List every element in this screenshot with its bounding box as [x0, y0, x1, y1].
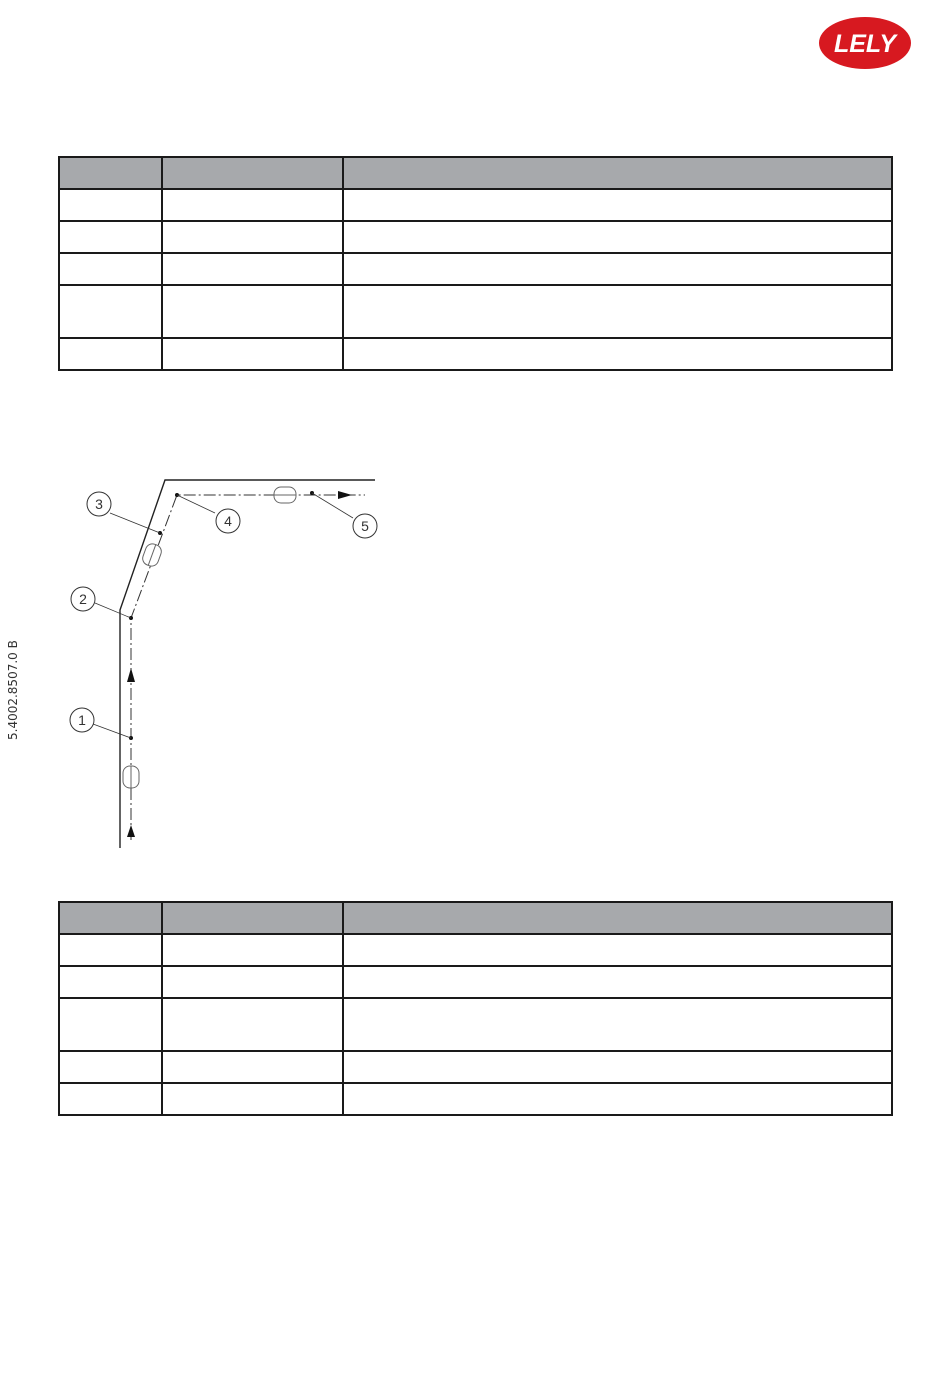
table-cell	[343, 966, 892, 998]
arrow-right-icon	[338, 491, 352, 499]
robot-icon	[141, 542, 164, 568]
table-cell	[343, 338, 892, 370]
table-cell	[343, 189, 892, 221]
table-cell	[162, 338, 343, 370]
table-row	[59, 285, 892, 338]
header-cell	[343, 157, 892, 189]
table-row	[59, 338, 892, 370]
table-cell	[59, 338, 162, 370]
table-cell	[162, 189, 343, 221]
svg-text:5: 5	[361, 518, 369, 534]
table-cell	[343, 285, 892, 338]
svg-text:2: 2	[79, 591, 87, 607]
table-cell	[59, 998, 162, 1051]
robot-icon	[274, 487, 296, 503]
callout-3	[87, 492, 111, 516]
table-cell	[59, 1051, 162, 1083]
table-row	[59, 966, 892, 998]
route-path	[131, 495, 365, 840]
robot-icon	[123, 766, 139, 788]
table-cell	[59, 966, 162, 998]
header-cell	[343, 902, 892, 934]
table-cell	[59, 253, 162, 285]
route-diagram	[60, 470, 390, 855]
arrow-up-icon	[127, 668, 135, 682]
callout-4	[216, 509, 240, 533]
lely-logo	[818, 16, 912, 70]
table-cell	[162, 1083, 343, 1115]
svg-text:3: 3	[95, 496, 103, 512]
document-code: 5.4002.8507.0 B	[6, 640, 20, 740]
header-cell	[162, 157, 343, 189]
logo-text: LELY	[833, 30, 897, 58]
table-cell	[59, 1083, 162, 1115]
table-cell	[162, 221, 343, 253]
parts-table-top	[58, 156, 893, 371]
table-row	[59, 1083, 892, 1115]
callout-5	[353, 514, 377, 538]
table-cell	[162, 1051, 343, 1083]
table-cell	[59, 285, 162, 338]
table-cell	[162, 253, 343, 285]
table-cell	[59, 189, 162, 221]
table-cell	[162, 285, 343, 338]
table-cell	[343, 253, 892, 285]
table-cell	[343, 221, 892, 253]
parts-table-bottom	[58, 901, 893, 1116]
table-cell	[343, 934, 892, 966]
arrow-up-icon	[127, 825, 135, 837]
header-cell	[162, 902, 343, 934]
table-cell	[59, 934, 162, 966]
header-cell	[59, 902, 162, 934]
table-header-row	[59, 157, 892, 189]
table-header-row	[59, 902, 892, 934]
table-row	[59, 221, 892, 253]
callout-2	[71, 587, 95, 611]
table-cell	[343, 1051, 892, 1083]
table-cell	[59, 221, 162, 253]
table-cell	[162, 934, 343, 966]
table-row	[59, 253, 892, 285]
table-cell	[343, 998, 892, 1051]
table-row	[59, 934, 892, 966]
svg-text:1: 1	[78, 712, 86, 728]
header-cell	[59, 157, 162, 189]
wall-outline	[120, 480, 375, 848]
table-cell	[162, 966, 343, 998]
svg-text:4: 4	[224, 513, 232, 529]
table-cell	[343, 1083, 892, 1115]
callout-1	[70, 708, 94, 732]
table-row	[59, 189, 892, 221]
table-row	[59, 998, 892, 1051]
table-cell	[162, 998, 343, 1051]
table-row	[59, 1051, 892, 1083]
